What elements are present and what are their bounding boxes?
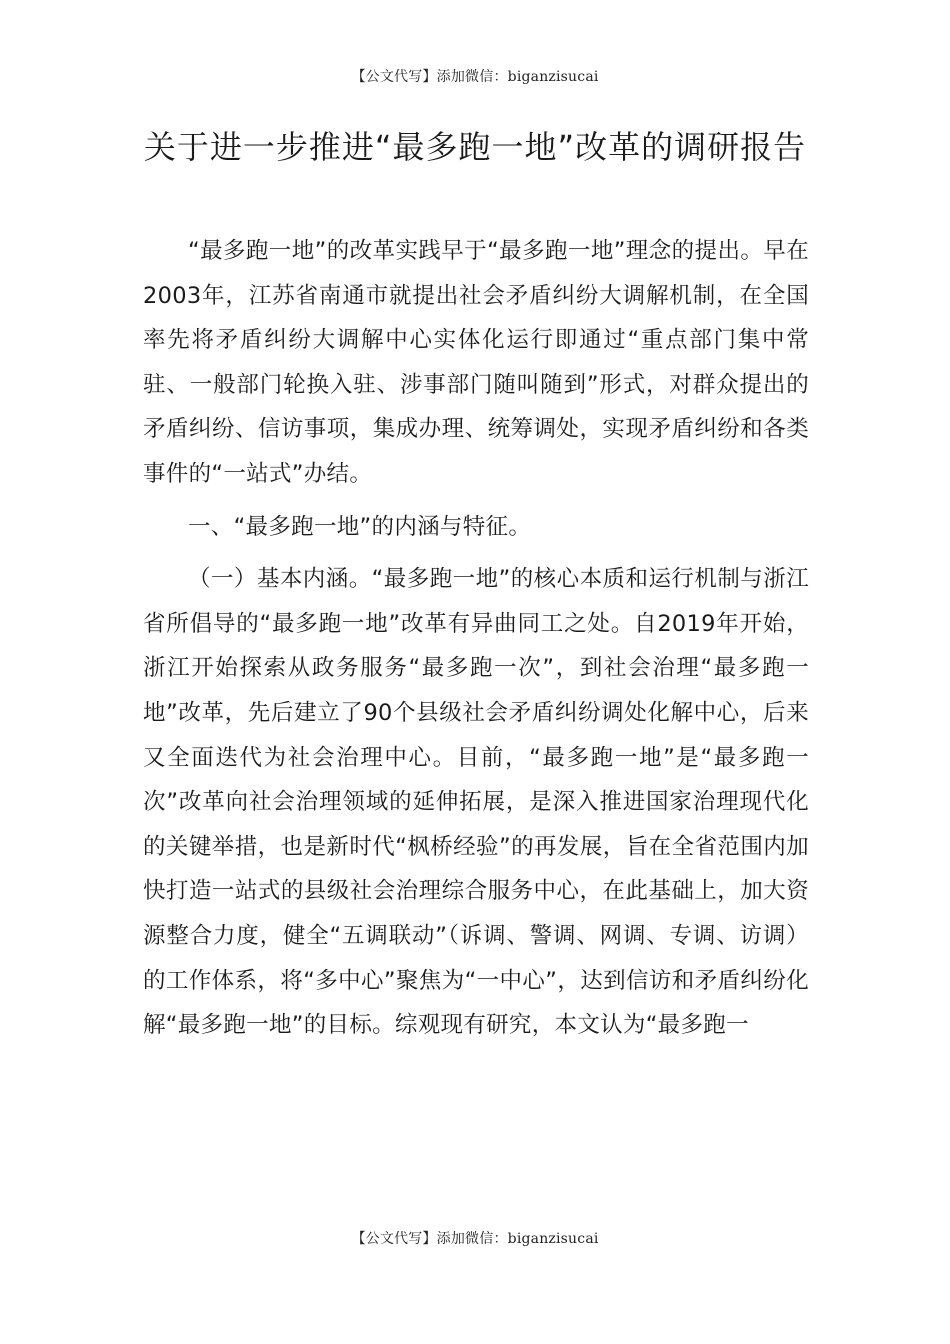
document-title: 关于进一步推进“最多跑一地”改革的调研报告	[143, 128, 807, 166]
document-body	[143, 229, 809, 1048]
section-heading: 一、“最多跑一地”的内涵与特征。	[188, 513, 532, 540]
page-header: 【公文代写】添加微信：biganzisucai	[351, 69, 599, 85]
page-footer: 【公文代写】添加微信：biganzisucai	[351, 1231, 599, 1247]
paragraph-intro: “最多跑一地”的改革实践早于“最多跑一地”理念的提出。早在2003年，江苏省南通市就提出社会矛盾纠纷大调解机制，在全国率先将矛盾纠纷大调解中心实体化运行即通过“重点部门集中常驻、一般部门轮换入驻、涉事部门随叫随到”形式，对群众提出的矛盾纠纷、信访事项，集成办理、统筹调处，实现矛盾纠纷和各类事件的“一站式”办结。	[143, 238, 809, 487]
paragraph-basic-meaning: （一）基本内涵。“最多跑一地”的核心本质和运行机制与浙江省所倡导的“最多跑一地”改革有异曲同工之处。自2019年开始，浙江开始探索从政务服务“最多跑一次”，到社会治理“最多跑一地”改革，先后建立了90个县级社会矛盾纠纷调处化解中心，后来又全面迭代为社会治理中心。目前，“最多跑一地”是“最多跑一次”改革向社会治理领域的延伸拓展，是深入推进国家治理现代化的关键举措，也是新时代“枫桥经验”的再发展，旨在全省范围内加快打造一站式的县级社会治理综合服务中心，在此基础上，加大资源整合力度，健全“五调联动”（诉调、警调、网调、专调、访调）的工作体系，将“多中心”聚焦为“一中心”，达到信访和矛盾纠纷化解“最多跑一地”的目标。综观现有研究，本文认为“最多跑一	[143, 566, 809, 1039]
